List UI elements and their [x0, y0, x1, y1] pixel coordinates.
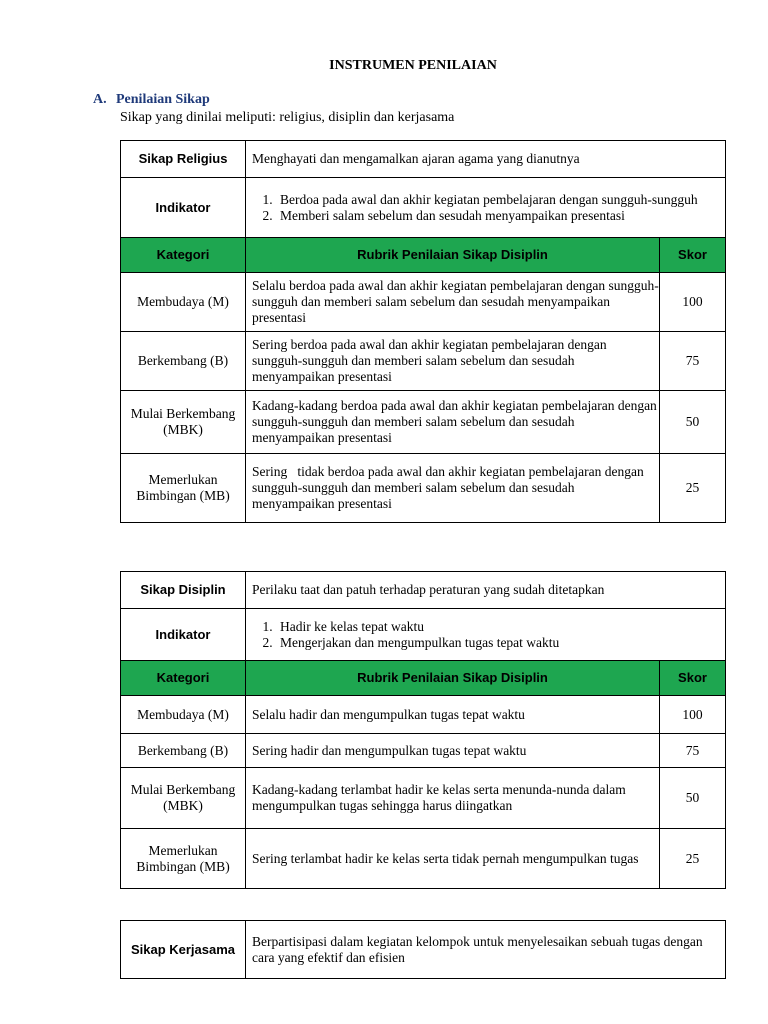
- kategori-cell: Memerlukan Bimbingan (MB): [121, 454, 246, 523]
- skor-cell: 100: [660, 273, 726, 332]
- list-item: 1. Berdoa pada awal dan akhir kegiatan pembelajaran dengan sungguh-sungguh: [276, 192, 719, 208]
- table-row: [121, 178, 726, 238]
- table-row: [121, 768, 726, 829]
- section-heading: [93, 92, 210, 108]
- kategori-cell: Berkembang (B): [121, 332, 246, 391]
- rubrik-cell: Sering tidak berdoa pada awal dan akhir kegiatan pembelajaran dengan sungguh-sungguh dan memberi salam sebelum dan sesudah menyampaikan presentasi: [246, 454, 660, 523]
- rubrik-cell: Kadang-kadang terlambat hadir ke kelas serta menunda-nunda dalam mengumpulkan tugas sehingga harus diingatkan: [246, 768, 660, 829]
- list-item: 2. Mengerjakan dan mengumpulkan tugas tepat waktu: [276, 635, 719, 651]
- header-skor: Skor: [660, 238, 726, 273]
- rubrik-cell: Sering berdoa pada awal dan akhir kegiatan pembelajaran dengan sungguh-sungguh dan memberi salam sebelum dan sesudah menyampaikan presentasi: [246, 332, 660, 391]
- table-row: [121, 273, 726, 332]
- skor-cell: 25: [660, 454, 726, 523]
- table-sikap-kerjasama: [120, 920, 726, 979]
- rubrik-cell: Sering terlambat hadir ke kelas serta tidak pernah mengumpulkan tugas: [246, 829, 660, 889]
- table-header-row: [121, 238, 726, 273]
- header-rubrik: Rubrik Penilaian Sikap Disiplin: [246, 238, 660, 273]
- table-header-row: [121, 661, 726, 696]
- kategori-cell: Mulai Berkembang (MBK): [121, 391, 246, 454]
- indikator-list: [252, 192, 719, 224]
- table-row: [121, 829, 726, 889]
- indikator-label: Indikator: [121, 178, 246, 238]
- skor-cell: 75: [660, 734, 726, 768]
- section-title: Penilaian Sikap: [116, 92, 210, 107]
- attitude-description: Perilaku taat dan patuh terhadap peraturan yang sudah ditetapkan: [246, 572, 726, 609]
- skor-cell: 50: [660, 768, 726, 829]
- kategori-cell: Berkembang (B): [121, 734, 246, 768]
- skor-cell: 50: [660, 391, 726, 454]
- rubrik-cell: Sering hadir dan mengumpulkan tugas tepat waktu: [246, 734, 660, 768]
- kategori-cell: Membudaya (M): [121, 273, 246, 332]
- table-row: [121, 734, 726, 768]
- table-row: [121, 391, 726, 454]
- kategori-cell: Membudaya (M): [121, 696, 246, 734]
- attitude-label: Sikap Religius: [121, 141, 246, 178]
- indikator-cell: [246, 178, 726, 238]
- attitude-description: Berpartisipasi dalam kegiatan kelompok untuk menyelesaikan sebuah tugas dengan cara yang efektif dan efisien: [246, 921, 726, 979]
- rubrik-cell: Selalu berdoa pada awal dan akhir kegiatan pembelajaran dengan sungguh-sungguh dan memberi salam sebelum dan sesudah menyampaikan presentasi: [246, 273, 660, 332]
- rubrik-cell: Selalu hadir dan mengumpulkan tugas tepat waktu: [246, 696, 660, 734]
- table-row: [121, 332, 726, 391]
- skor-cell: 100: [660, 696, 726, 734]
- header-skor: Skor: [660, 661, 726, 696]
- table-row: [121, 454, 726, 523]
- header-rubrik: Rubrik Penilaian Sikap Disiplin: [246, 661, 660, 696]
- indikator-list: [252, 619, 719, 651]
- indikator-cell: [246, 609, 726, 661]
- list-item: 1. Hadir ke kelas tepat waktu: [276, 619, 719, 635]
- header-kategori: Kategori: [121, 661, 246, 696]
- rubrik-cell: Kadang-kadang berdoa pada awal dan akhir kegiatan pembelajaran dengan sungguh-sungguh dan memberi salam sebelum dan sesudah menyampaikan presentasi: [246, 391, 660, 454]
- table-row: [121, 572, 726, 609]
- table-row: [121, 921, 726, 979]
- list-item: 2. Memberi salam sebelum dan sesudah menyampaikan presentasi: [276, 208, 719, 224]
- intro-text: Sikap yang dinilai meliputi: religius, disiplin dan kerjasama: [120, 110, 455, 125]
- indikator-label: Indikator: [121, 609, 246, 661]
- kategori-cell: Mulai Berkembang (MBK): [121, 768, 246, 829]
- attitude-label: Sikap Disiplin: [121, 572, 246, 609]
- attitude-label: Sikap Kerjasama: [121, 921, 246, 979]
- skor-cell: 25: [660, 829, 726, 889]
- kategori-cell: Memerlukan Bimbingan (MB): [121, 829, 246, 889]
- table-row: [121, 696, 726, 734]
- skor-cell: 75: [660, 332, 726, 391]
- table-row: [121, 609, 726, 661]
- table-row: [121, 141, 726, 178]
- header-kategori: Kategori: [121, 238, 246, 273]
- section-number: A.: [93, 92, 107, 107]
- attitude-description: Menghayati dan mengamalkan ajaran agama yang dianutnya: [246, 141, 726, 178]
- table-sikap-disiplin: [120, 571, 726, 889]
- table-sikap-religius: [120, 140, 726, 523]
- document-title: INSTRUMEN PENILAIAN: [329, 58, 497, 73]
